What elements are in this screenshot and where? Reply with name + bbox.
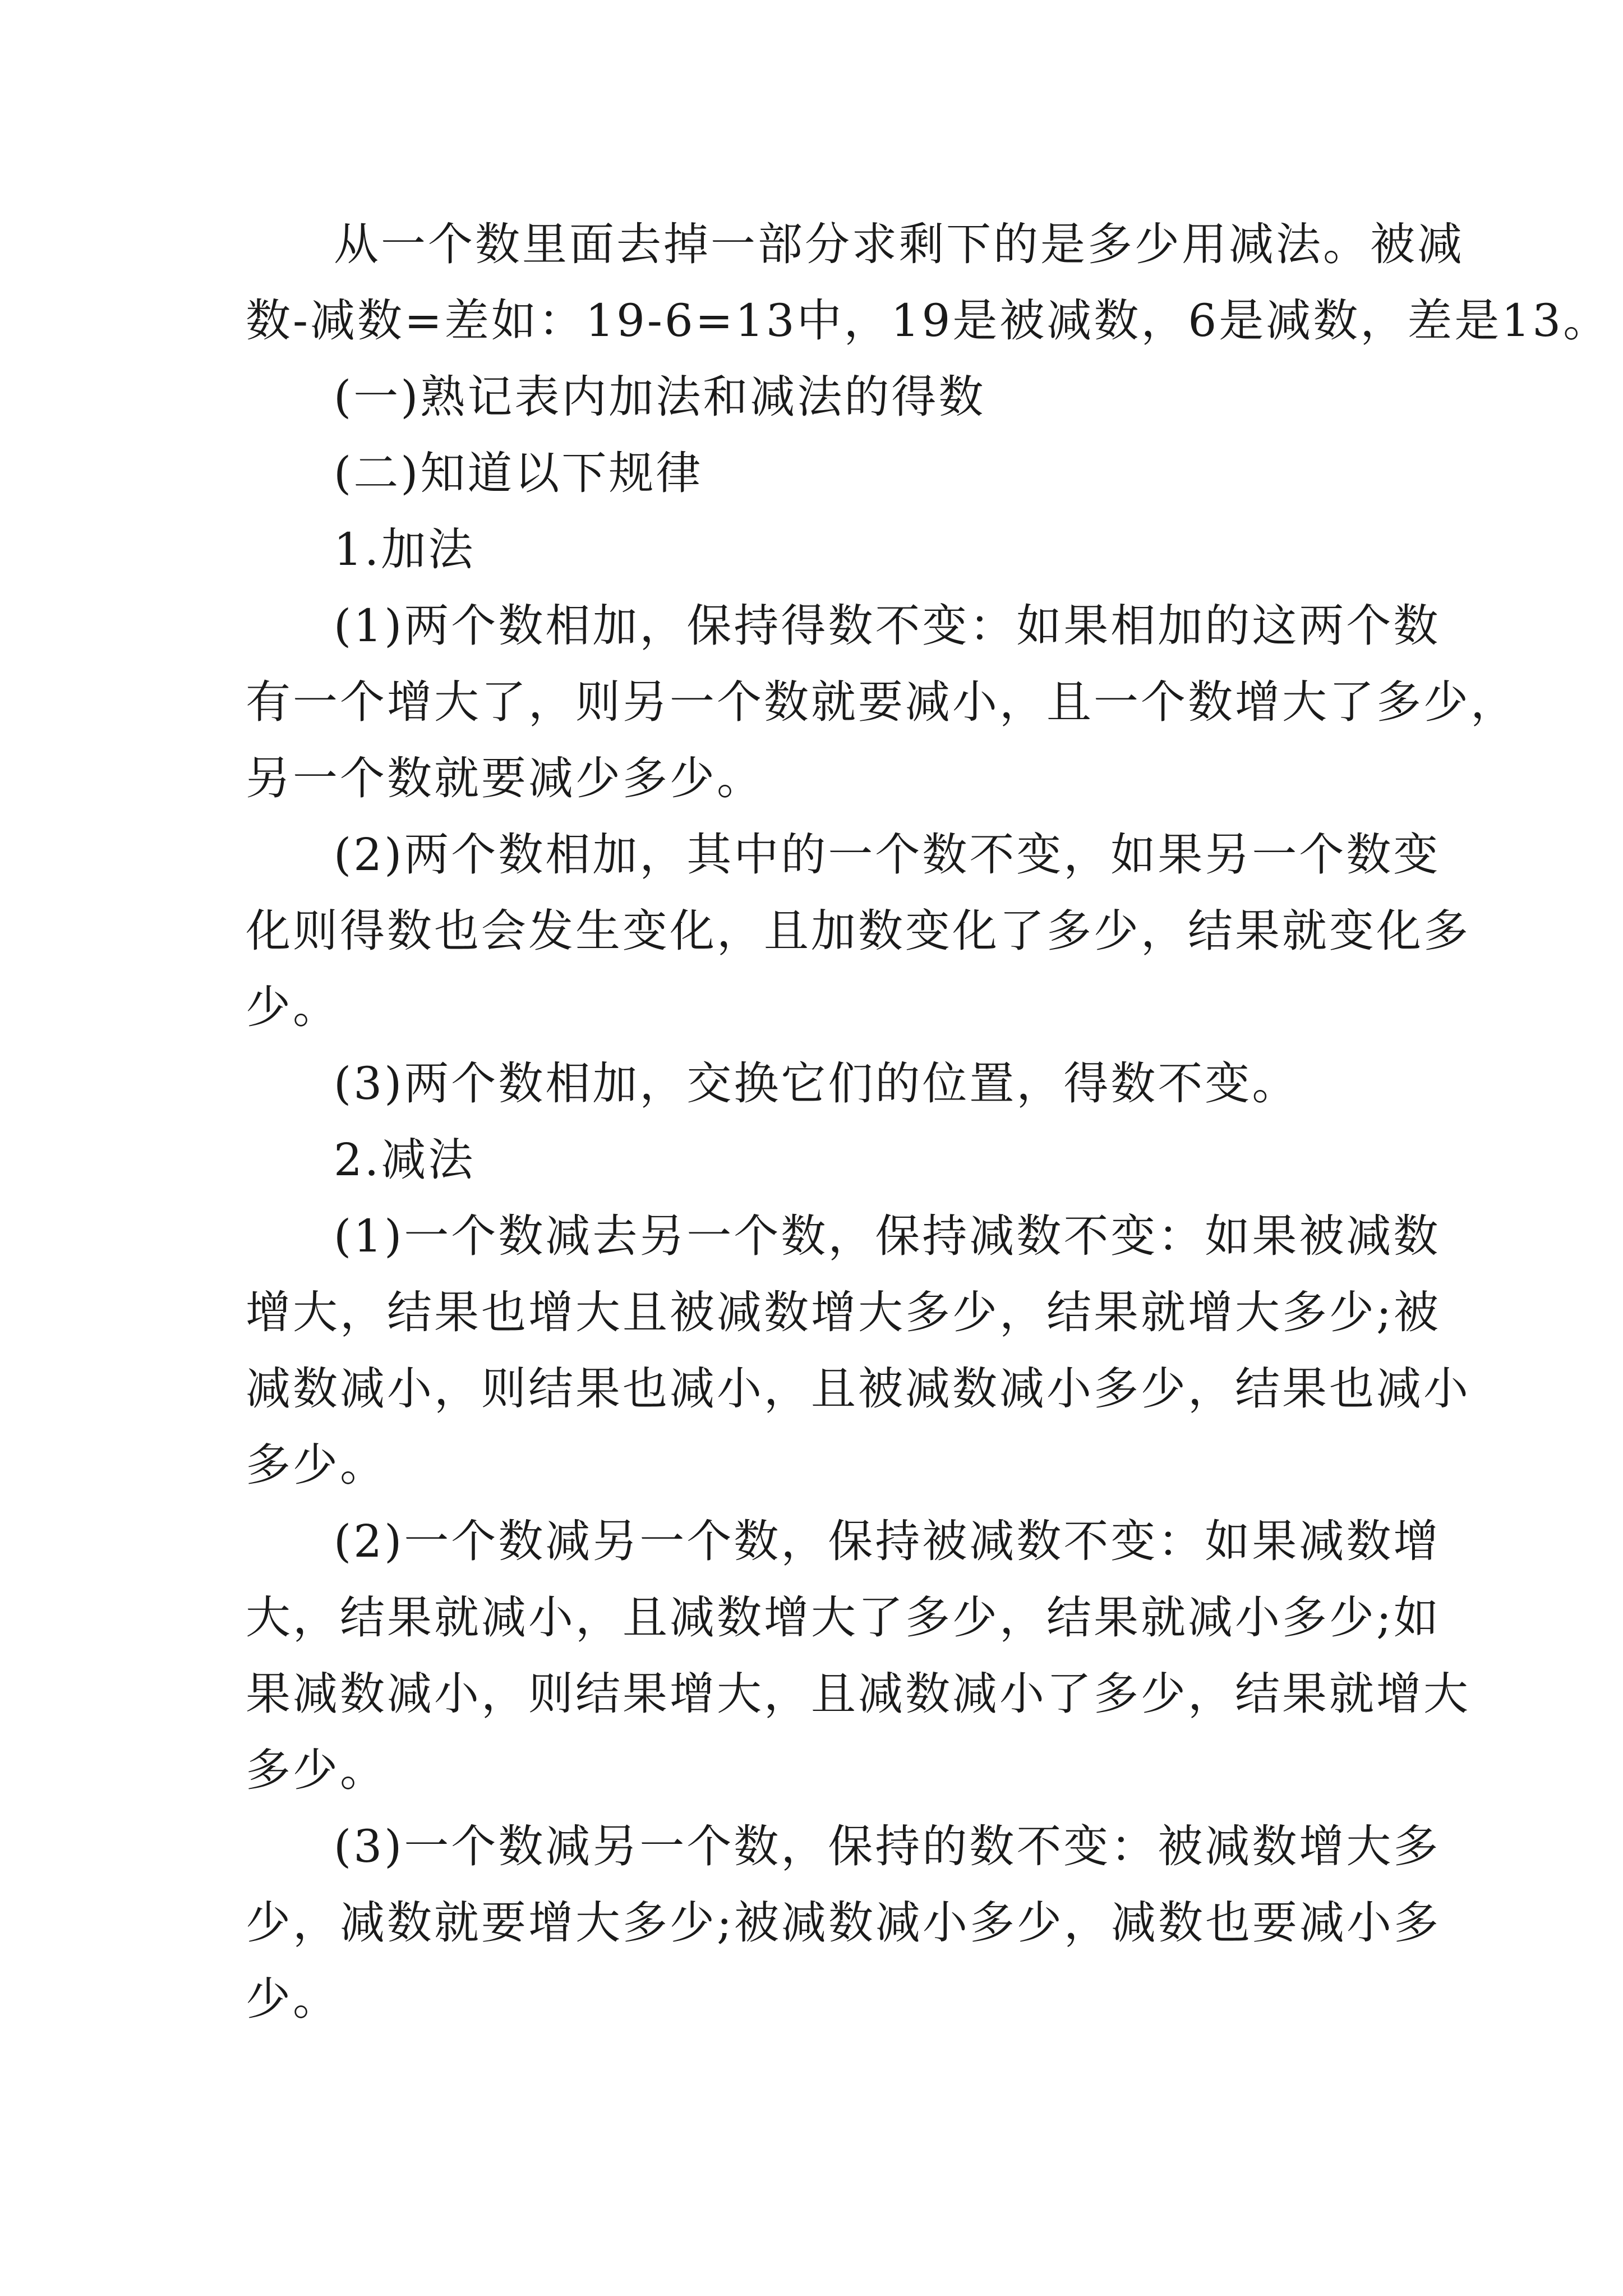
- text-line: (1)两个数相加，保持得数不变：如果相加的这两个数: [334, 600, 1441, 652]
- text-line: 有一个增大了，则另一个数就要减小，且一个数增大了多少，: [246, 676, 1518, 728]
- text-line: (2)一个数减另一个数，保持被减数不变：如果减数增: [334, 1515, 1441, 1567]
- text-line: 果减数减小，则结果增大，且减数减小了多少，结果就增大: [246, 1668, 1470, 1720]
- text-line: 1.加法: [334, 523, 476, 576]
- text-line: 多少。: [246, 1744, 387, 1796]
- text-line: (2)两个数相加，其中的一个数不变，如果另一个数变: [334, 829, 1441, 881]
- text-line: 从一个数里面去掉一部分求剩下的是多少用减法。被减: [334, 218, 1464, 270]
- text-line: 少。: [246, 1973, 340, 2025]
- text-line: 多少。: [246, 1439, 387, 1491]
- text-line: 少，减数就要增大多少;被减数减小多少，减数也要减小多: [246, 1897, 1441, 1949]
- text-line: 增大，结果也增大且被减数增大多少，结果就增大多少;被: [246, 1286, 1441, 1338]
- text-line: (3)两个数相加，交换它们的位置，得数不变。: [334, 1057, 1299, 1110]
- text-line: (1)一个数减去另一个数，保持减数不变：如果被减数: [334, 1210, 1441, 1262]
- text-line: (3)一个数减另一个数，保持的数不变：被减数增大多: [334, 1820, 1441, 1872]
- text-line: 少。: [246, 981, 340, 1033]
- text-line: 另一个数就要减少多少。: [246, 752, 764, 804]
- text-line: 数-减数=差如：19-6=13中，19是被减数，6是减数，差是13。: [246, 295, 1611, 347]
- text-line: 化则得数也会发生变化，且加数变化了多少，结果就变化多: [246, 905, 1470, 957]
- text-line: (二)知道以下规律: [334, 447, 703, 499]
- text-line: 大，结果就减小，且减数增大了多少，结果就减小多少;如: [246, 1591, 1441, 1644]
- text-line: (一)熟记表内加法和减法的得数: [334, 371, 986, 423]
- text-line: 2.减法: [334, 1134, 476, 1186]
- text-line: 减数减小，则结果也减小，且被减数减小多少，结果也减小: [246, 1363, 1470, 1415]
